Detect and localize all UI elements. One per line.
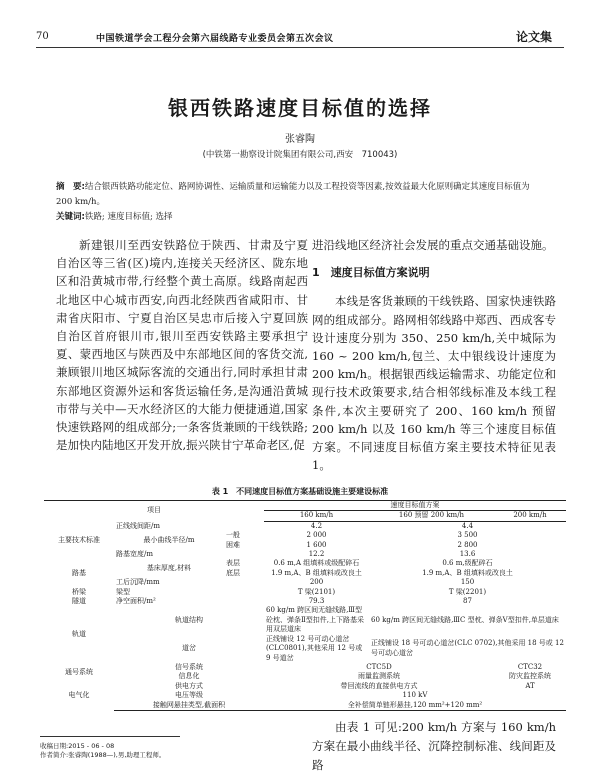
row-label: 路基宽度/m xyxy=(116,550,153,559)
cell: 13.6 xyxy=(459,550,476,559)
cell: CTC5D xyxy=(366,662,392,671)
cell: 79.3 xyxy=(308,597,325,606)
cell: 防灾监控系统 xyxy=(509,672,551,681)
bottom-right-column xyxy=(312,718,556,775)
table-row xyxy=(44,521,566,531)
row-group-bridge: 桥梁 xyxy=(72,587,86,596)
row-label: 道岔 xyxy=(182,644,196,653)
row-group-tunnel: 隧道 xyxy=(72,597,86,606)
row-group-main-tech: 主要技术标准 xyxy=(58,535,100,544)
article-author: 张睿陶 xyxy=(285,134,315,145)
row-label: 梁型 xyxy=(116,587,130,596)
row-sublabel: 表层 xyxy=(226,559,240,568)
table-row xyxy=(44,682,566,691)
author-bio: 作者简介:张睿陶(1988—),男,助理工程师。 xyxy=(40,751,166,759)
footnote xyxy=(40,742,165,760)
row-sublabel: 困难 xyxy=(226,540,240,549)
cell: T 梁(2201) xyxy=(448,587,487,596)
cell: 2 000 xyxy=(306,531,327,540)
table-row xyxy=(44,578,566,587)
cell: 110 kV xyxy=(402,691,428,700)
cell: 150 xyxy=(460,578,475,587)
cell: CTC32 xyxy=(517,662,543,671)
cell: 正线铺设 18 号可动心道岔(CLC 0702),其他采用 18 号或 12 号可动心道岔 xyxy=(371,639,564,657)
header-item: 项目 xyxy=(44,501,264,522)
footnote-rule xyxy=(40,736,180,737)
article-affiliation: (中铁第一勘察设计院集团有限公司,西安 710043) xyxy=(202,150,398,160)
section-heading-1: 1 速度目标值方案说明 xyxy=(312,266,430,280)
row-group-electric: 电气化 xyxy=(68,691,90,700)
table-row xyxy=(44,691,566,700)
cell: 4.4 xyxy=(461,521,474,530)
paragraph-table-discussion: 由表 1 可见:200 km/h 方案与 160 km/h 方案在最小曲线半径、沉降控制标准、线间距及路 xyxy=(312,720,556,772)
abstract-block xyxy=(56,180,540,225)
table-row xyxy=(44,663,566,672)
cell: 带回流线的直接供电方式 xyxy=(340,681,418,690)
article-title: 银西铁路速度目标值的选择 xyxy=(168,96,432,120)
paragraph-intro-continued: 进沿线地区经济社会发展的重点交通基础设施。 xyxy=(312,238,554,252)
keywords-label: 关键词: xyxy=(56,212,85,222)
cell: 1 600 xyxy=(306,540,327,549)
row-label: 最小曲线半径/m xyxy=(143,535,195,544)
row-group-comm: 通号系统 xyxy=(65,667,93,676)
row-group-subgrade: 路基 xyxy=(72,568,86,577)
table-row xyxy=(44,606,566,634)
cell: AT xyxy=(525,681,535,690)
table-row xyxy=(44,531,566,540)
table-caption: 表 1 不同速度目标值方案基础设施主要建设标准 xyxy=(211,487,389,496)
cell: 2 800 xyxy=(457,540,478,549)
cell: 1.9 m,A、B 组填料或改良土 xyxy=(271,568,362,577)
row-label: 信号系统 xyxy=(175,662,203,671)
cell: 200 xyxy=(309,578,324,587)
row-label: 净空面积/m² xyxy=(116,597,156,606)
paragraph-intro: 新建银川至西安铁路位于陕西、甘肃及宁夏自治区等三省(区)境内,连接关天经济区、陇东地区和沿黄城市带,行经整个黄土高原。线路南起西北地区中心城市西安,向西北经陕西省咸阳市、甘肃省庆阳市、宁夏自治区吴忠市后接入宁夏回族自治区首府银川市,银川至西安铁路主要承担宁夏、蒙西地区与陕西及中东部地区间的客货交流,兼顾银川地区城际客流的交通出行,同时承担甘肃东部地区资源外运和客货运输任务,是沟通沿黄城市带与关中—天水经济区的大能力便捷通道,国家快速铁路网的组成部分;一条客货兼顾的干线铁路;是加快内陆地区开发开放,振兴陕甘宁革命老区,促 xyxy=(56,238,308,453)
cell: 0.6 m,A 组填料或级配碎石 xyxy=(273,559,360,568)
abstract-label: 摘 要: xyxy=(56,182,85,192)
conference-name: 中国铁道学会工程分会第六届线路专业委员会第五次会议 xyxy=(96,34,334,44)
row-label: 轨道结构 xyxy=(175,615,203,624)
page-header xyxy=(36,28,564,48)
header-col-160: 160 km/h xyxy=(264,511,369,521)
header-col-200: 200 km/h xyxy=(494,511,566,521)
cell: 60 kg/m 跨区间无缝线路,ⅢC 型枕、弹条Ⅴ型扣件,单层道床 xyxy=(371,615,559,624)
table-row xyxy=(44,588,566,597)
row-label: 工后沉降/mm xyxy=(116,578,160,587)
row-sublabel: 一般 xyxy=(226,531,240,540)
row-sublabel: 底层 xyxy=(226,568,240,577)
left-column xyxy=(56,236,308,454)
header-rule xyxy=(36,47,564,48)
row-label: 基床厚度,材料 xyxy=(146,564,192,573)
paragraph-speed-schemes: 本线是客货兼顾的干线铁路、国家快速铁路网的组成部分。路网相邻线路中郑西、西成客专设计速度分别为 350、250 km/h,关中城际为 160 ~ 200 km/h,包兰、太中银线设计速度为 200 km/h。根据银西线运输需求、功能定位和现行技术政策要求,结合相邻线标准及本线工程条件,本次主要研究了 200、160 km/h 预留 200 km/h 以及 160 km/h 等三个速度目标值方案。不同速度目标值方案主要技术特征见表 1。 xyxy=(312,294,556,473)
row-group-track: 轨道 xyxy=(72,629,86,638)
header-group: 速度目标值方案 xyxy=(264,501,566,511)
cell: 雨量监测系统 xyxy=(358,672,400,681)
cell: 0.6 m,级配碎石 xyxy=(442,559,493,568)
row-label: 电压等级 xyxy=(175,691,203,700)
row-label: 信息化 xyxy=(178,672,200,681)
right-column xyxy=(312,236,556,474)
section-tag: 论文集 xyxy=(515,30,552,44)
row-label: 接触网悬挂类型,截面积 xyxy=(114,701,264,711)
keywords-text: 铁路; 速度目标值; 选择 xyxy=(84,212,173,222)
page-number: 70 xyxy=(36,31,49,42)
table-row xyxy=(44,635,566,663)
keywords xyxy=(56,210,540,225)
abstract-text: 结合银西铁路功能定位、路网协调性、运输质量和运输能力以及工程投资等因素,按效益最大化原则确定其速度目标值为 200 km/h。 xyxy=(56,182,530,207)
cell: 正线铺设 12 号可动心道岔(CLC0801),其他采用 12 号或 9 号道岔 xyxy=(266,634,363,662)
cell: 60 kg/m 跨区间无缝线路,Ⅲ型砼枕、弹条Ⅱ型扣件,上下路基采用双层道床 xyxy=(266,606,364,634)
cell: T 梁(2101) xyxy=(297,587,336,596)
abstract xyxy=(56,180,540,210)
table-header-row xyxy=(44,501,566,511)
row-label: 正线线间距/m xyxy=(116,521,160,530)
spec-table xyxy=(44,500,566,711)
table-row xyxy=(44,701,566,711)
row-label: 供电方式 xyxy=(175,681,203,690)
received-date: 收稿日期:2015 - 06 - 08 xyxy=(40,742,115,750)
table-row xyxy=(44,672,566,681)
header-col-160-200: 160 预留 200 km/h xyxy=(369,511,494,521)
cell: 全补偿简单链形悬挂,120 mm²+120 mm² xyxy=(264,701,566,711)
cell: 87 xyxy=(463,597,472,606)
cell: 12.2 xyxy=(308,550,325,559)
cell: 1.9 m,A、B 组填料或改良土 xyxy=(422,568,513,577)
cell: 4.2 xyxy=(310,521,323,530)
cell: 3 500 xyxy=(457,531,478,540)
table-row xyxy=(44,559,566,568)
